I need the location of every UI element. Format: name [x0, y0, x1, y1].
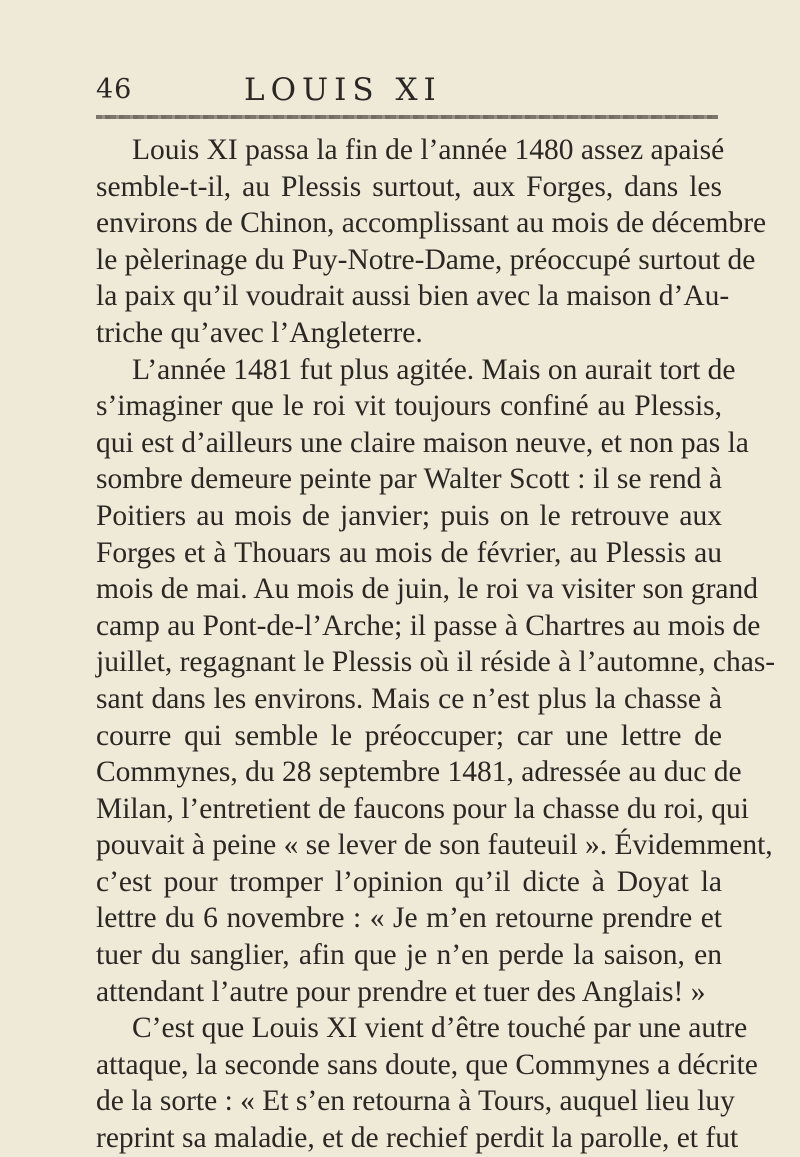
header-rule	[96, 115, 718, 119]
text-line: sant dans les environs. Mais ce n’est plus la chasse à	[96, 682, 722, 715]
page-number: 46	[96, 74, 133, 105]
text-line: sombre demeure peinte par Walter Scott : il se rend à	[96, 463, 722, 496]
text-line: lettre du 6 novembre : « Je m’en retourne prendre et	[96, 902, 722, 935]
text-line: juillet, regagnant le Plessis où il réside à l’automne, chas-	[96, 646, 776, 679]
text-line: tuer du sanglier, afin que je n’en perde la saison, en	[96, 939, 722, 972]
text-line: Milan, l’entretient de faucons pour la chasse du roi, qui	[96, 792, 749, 825]
running-title: LOUIS XI	[244, 72, 442, 108]
text-line: camp au Pont-de-l’Arche; il passe à Chartres au mois de	[96, 609, 761, 642]
text-line: L’année 1481 fut plus agitée. Mais on aurait tort de	[132, 353, 736, 386]
text-line: qui est d’ailleurs une claire maison neuve, et non pas la	[96, 426, 749, 459]
body-text	[96, 132, 776, 1157]
text-line: la paix qu’il voudrait aussi bien avec la maison d’Au-	[96, 280, 730, 313]
text-line: mois de mai. Au mois de juin, le roi va visiter son grand	[96, 573, 759, 606]
text-line: reprint sa maladie, et de rechief perdit la parolle, et fut	[96, 1122, 739, 1155]
text-line: s’imaginer que le roi vit toujours confiné au Plessis,	[96, 390, 722, 423]
text-line: Louis XI passa la fin de l’année 1480 assez apaisé	[132, 134, 725, 166]
text-line: attaque, la seconde sans doute, que Commynes a décrite	[96, 1048, 758, 1081]
text-line: semble-t-il, au Plessis surtout, aux Forges, dans les	[96, 170, 722, 203]
text-line: de la sorte : « Et s’en retourna à Tours, auquel lieu luy	[96, 1085, 735, 1118]
text-line: C’est que Louis XI vient d’être touché par une autre	[132, 1012, 748, 1045]
text-line: pouvait à peine « se lever de son fauteuil ». Évidemment,	[96, 829, 773, 862]
page-header	[96, 72, 716, 112]
text-line: triche qu’avec l’Angleterre.	[96, 316, 423, 349]
text-line: Commynes, du 28 septembre 1481, adressée au duc de	[96, 756, 742, 789]
text-line: environs de Chinon, accomplissant au mois de décembre	[96, 207, 767, 240]
text-line: courre qui semble le préoccuper; car une lettre de	[96, 719, 722, 752]
text-line: attendant l’autre pour prendre et tuer des Anglais! »	[96, 975, 706, 1008]
text-line: c’est pour tromper l’opinion qu’il dicte à Doyat la	[96, 865, 722, 898]
text-line: Poitiers au mois de janvier; puis on le retrouve aux	[96, 499, 722, 532]
text-line: Forges et à Thouars au mois de février, au Plessis au	[96, 536, 722, 569]
text-line: le pèlerinage du Puy-Notre-Dame, préoccupé surtout de	[96, 243, 756, 276]
